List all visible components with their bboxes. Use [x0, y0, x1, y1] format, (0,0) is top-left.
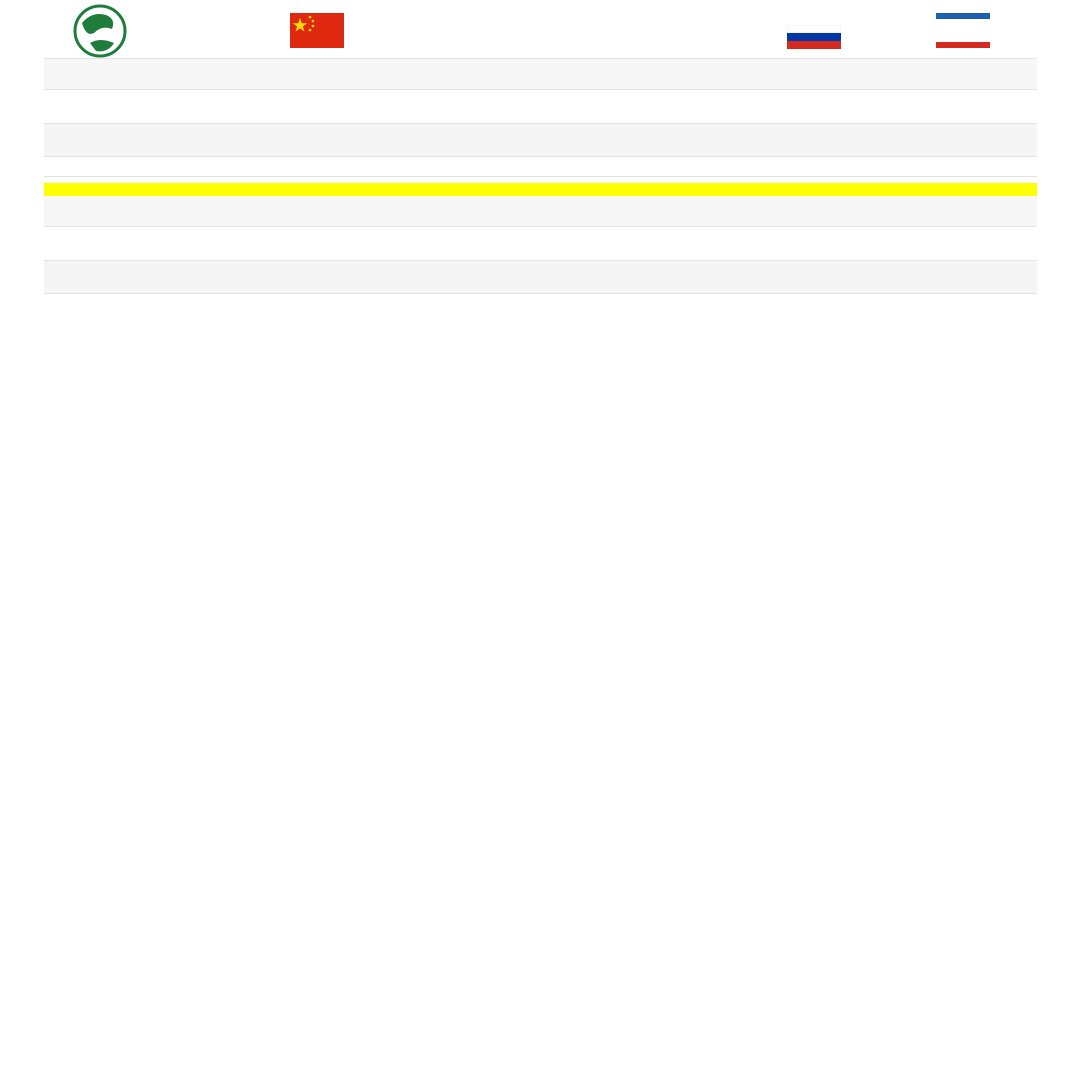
zone23-column-headers	[44, 261, 1037, 294]
russia-flag-icon	[787, 25, 841, 49]
column-header-weight	[44, 124, 282, 156]
column-header-price	[282, 124, 520, 156]
zone23-express-status	[44, 227, 541, 260]
standard-overweight-note	[44, 176, 1037, 183]
section-divider	[44, 183, 1037, 196]
zone23-standard-status	[541, 227, 1038, 260]
std-express-logo	[72, 3, 212, 58]
page-header	[44, 0, 1037, 59]
zone1-mixed-section	[44, 157, 1037, 176]
zone1-express-status	[44, 90, 541, 123]
globe-icon	[72, 3, 128, 59]
zone1-title	[44, 59, 1037, 90]
china-flag-icon	[290, 13, 344, 48]
zone1-standard-status	[541, 90, 1038, 123]
zone1-column-headers	[44, 124, 1037, 157]
column-header-weight	[520, 124, 760, 156]
zone23-service-row	[44, 227, 1037, 261]
column-header-price	[760, 124, 1037, 156]
column-header-weight	[44, 261, 282, 293]
zone23-title	[44, 196, 1037, 227]
crimea-flag-icon	[936, 13, 990, 48]
zone1-service-row	[44, 90, 1037, 124]
column-header-price	[282, 261, 520, 293]
zone1-standard-extra-rows	[520, 157, 1037, 176]
column-header-weight	[520, 261, 760, 293]
express-overweight-note	[44, 157, 520, 176]
tariff-page	[44, 0, 1037, 294]
column-header-price	[760, 261, 1037, 293]
